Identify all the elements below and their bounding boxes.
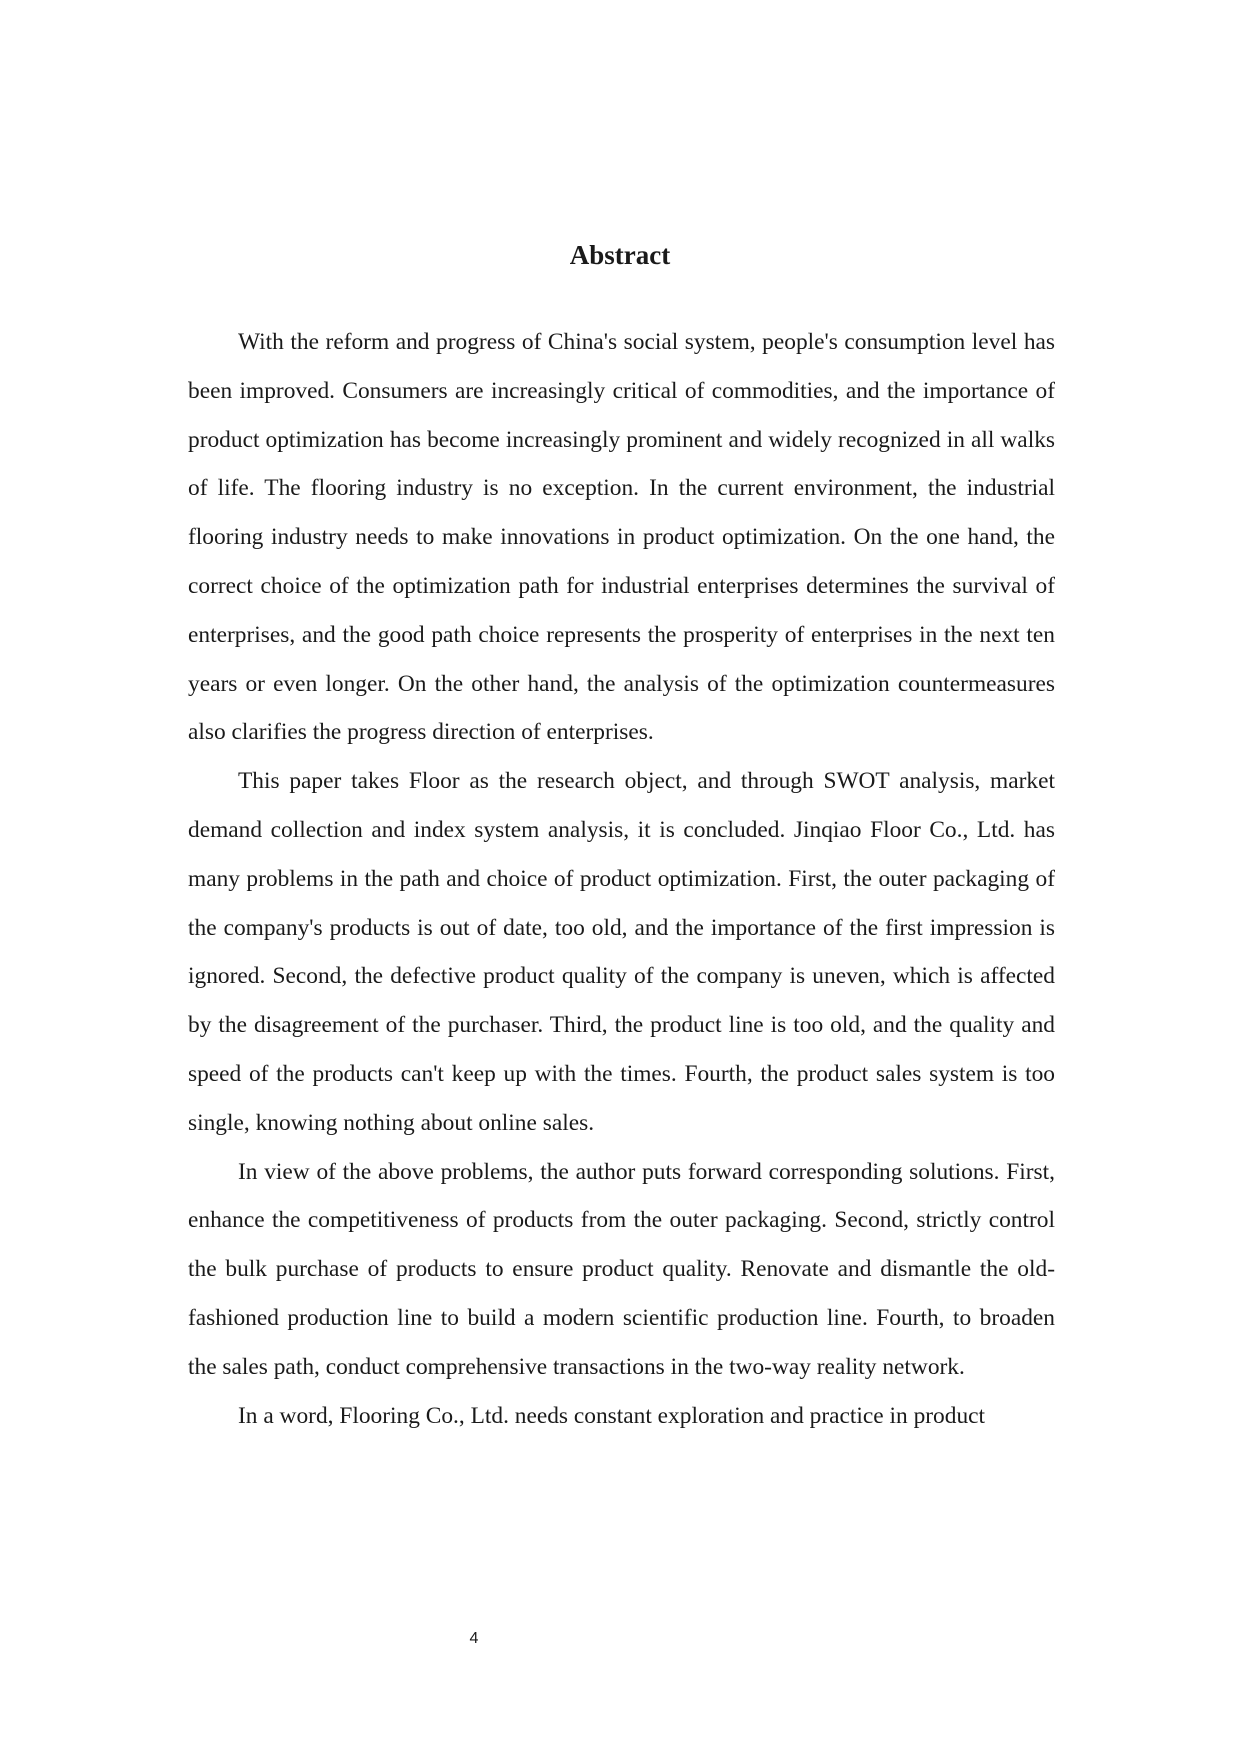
paragraph-2: This paper takes Floor as the research object, and through SWOT analysis, market demand collection and index system analysis, it is concluded. Jinqiao Floor Co., Ltd. has many problems in the path and choice of product optimization. First, the outer packaging of the company's products is out of date, too old, and the importance of the first impression is ignored. Second, the defective product quality of the company is uneven, which is affected by the disagreement of the purchaser. Third, the product line is too old, and the quality and speed of the products can't keep up with the times. Fourth, the product sales system is too single, knowing nothing about online sales. [188, 768, 1055, 1136]
page-title: Abstract [569, 240, 671, 270]
paragraph-3: In view of the above problems, the author puts forward corresponding solutions. First, enhance the competitiveness of products from the outer packaging. Second, strictly control the bulk purchase of products to ensure product quality. Renovate and dismantle the old-fashioned production line to build a modern scientific production line. Fourth, to broaden the sales path, conduct comprehensive transactions in the two-way reality network. [188, 1158, 1055, 1380]
abstract-body [188, 318, 1055, 1590]
page-number: 4 [469, 1630, 479, 1647]
paragraph-1: With the reform and progress of China's social system, people's consumption level has been improved. Consumers are increasingly critical of commodities, and the importance of product optimization has become increasingly prominent and widely recognized in all walks of life. The flooring industry is no exception. In the current environment, the industrial flooring industry needs to make innovations in product optimization. On the one hand, the correct choice of the optimization path for industrial enterprises determines the survival of enterprises, and the good path choice represents the prosperity of enterprises in the next ten years or even longer. On the other hand, the analysis of the optimization countermeasures also clarifies the progress direction of enterprises. [188, 329, 1055, 746]
paragraph-4: In a word, Flooring Co., Ltd. needs constant exploration and practice in product [238, 1402, 986, 1429]
